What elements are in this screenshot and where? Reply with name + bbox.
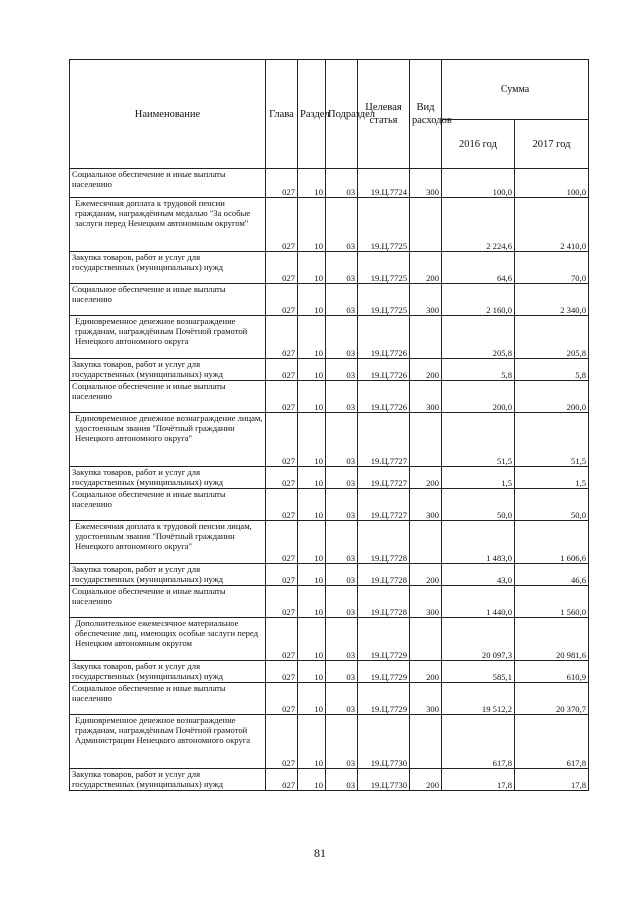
cell-y2017: 1 560,0 [515, 586, 589, 618]
header-2016: 2016 год [442, 120, 515, 169]
header-summa: Сумма [442, 60, 589, 120]
cell-podrazdel: 03 [326, 489, 358, 521]
cell-statya: 19.Ц.7727 [358, 489, 410, 521]
cell-y2016: 20 097,3 [442, 618, 515, 661]
cell-name: Единовременное денежное вознаграждение гражданам, награждённым Почётной грамотой Ненецкого автономного округа [70, 316, 266, 359]
cell-name: Ежемесячная доплата к трудовой пенсии гражданам, награждённым медалью "За особые заслуги перед Ненецким автономным округом" [70, 198, 266, 252]
cell-y2017: 2 340,0 [515, 284, 589, 316]
cell-podrazdel: 03 [326, 586, 358, 618]
cell-razdel: 10 [298, 564, 326, 586]
table-body [70, 169, 589, 791]
cell-glava: 027 [266, 316, 298, 359]
cell-y2017: 1,5 [515, 467, 589, 489]
cell-podrazdel: 03 [326, 413, 358, 467]
cell-statya: 19.Ц.7729 [358, 661, 410, 683]
cell-statya: 19.Ц.7725 [358, 284, 410, 316]
page-number: 81 [314, 846, 326, 860]
table-row [70, 169, 589, 198]
cell-podrazdel: 03 [326, 467, 358, 489]
cell-name: Закупка товаров, работ и услуг для государственных (муниципальных) нужд [70, 467, 266, 489]
cell-y2016: 17,8 [442, 769, 515, 791]
cell-y2017: 20 370,7 [515, 683, 589, 715]
cell-name: Закупка товаров, работ и услуг для государственных (муниципальных) нужд [70, 359, 266, 381]
cell-y2016: 2 160,0 [442, 284, 515, 316]
cell-y2017: 205,8 [515, 316, 589, 359]
cell-razdel: 10 [298, 683, 326, 715]
cell-razdel: 10 [298, 467, 326, 489]
cell-name: Социальное обеспечение и иные выплаты населению [70, 284, 266, 316]
cell-glava: 027 [266, 661, 298, 683]
cell-y2017: 50,0 [515, 489, 589, 521]
cell-glava: 027 [266, 683, 298, 715]
cell-y2017: 46,6 [515, 564, 589, 586]
cell-vid: 200 [410, 359, 442, 381]
cell-glava: 027 [266, 769, 298, 791]
table-row [70, 198, 589, 252]
cell-statya: 19.Ц.7726 [358, 316, 410, 359]
header-podrazdel: Подраздел [326, 60, 358, 169]
cell-razdel: 10 [298, 284, 326, 316]
cell-podrazdel: 03 [326, 661, 358, 683]
cell-name: Социальное обеспечение и иные выплаты населению [70, 683, 266, 715]
cell-statya: 19.Ц.7729 [358, 683, 410, 715]
cell-y2016: 200,0 [442, 381, 515, 413]
header-statya: Целевая статья [358, 60, 410, 169]
cell-glava: 027 [266, 564, 298, 586]
table-row [70, 715, 589, 769]
cell-razdel: 10 [298, 586, 326, 618]
cell-podrazdel: 03 [326, 316, 358, 359]
cell-glava: 027 [266, 489, 298, 521]
cell-statya: 19.Ц.7727 [358, 413, 410, 467]
table-row [70, 564, 589, 586]
cell-y2016: 5,8 [442, 359, 515, 381]
cell-podrazdel: 03 [326, 169, 358, 198]
cell-statya: 19.Ц.7726 [358, 359, 410, 381]
cell-name: Социальное обеспечение и иные выплаты населению [70, 169, 266, 198]
cell-glava: 027 [266, 284, 298, 316]
header-glava: Глава [266, 60, 298, 169]
cell-statya: 19.Ц.7728 [358, 564, 410, 586]
cell-y2017: 70,0 [515, 252, 589, 284]
cell-vid: 200 [410, 564, 442, 586]
cell-name: Ежемесячная доплата к трудовой пенсии лицам, удостоенным звания "Почётный гражданин Ненецкого автономного округа" [70, 521, 266, 564]
cell-glava: 027 [266, 715, 298, 769]
header-name: Наименование [70, 60, 266, 169]
cell-glava: 027 [266, 198, 298, 252]
cell-vid: 200 [410, 467, 442, 489]
cell-name: Закупка товаров, работ и услуг для государственных (муниципальных) нужд [70, 661, 266, 683]
cell-statya: 19.Ц.7725 [358, 252, 410, 284]
table-row [70, 586, 589, 618]
cell-y2017: 200,0 [515, 381, 589, 413]
cell-podrazdel: 03 [326, 284, 358, 316]
cell-vid [410, 715, 442, 769]
cell-statya: 19.Ц.7730 [358, 715, 410, 769]
cell-y2016: 50,0 [442, 489, 515, 521]
cell-y2017: 1 606,6 [515, 521, 589, 564]
cell-y2017: 20 981,6 [515, 618, 589, 661]
cell-y2017: 2 410,0 [515, 198, 589, 252]
header-razdel: Раздел [298, 60, 326, 169]
cell-glava: 027 [266, 586, 298, 618]
header-2017: 2017 год [515, 120, 589, 169]
cell-statya: 19.Ц.7729 [358, 618, 410, 661]
cell-podrazdel: 03 [326, 618, 358, 661]
cell-vid: 300 [410, 489, 442, 521]
cell-razdel: 10 [298, 381, 326, 413]
cell-y2016: 64,6 [442, 252, 515, 284]
cell-vid [410, 198, 442, 252]
cell-glava: 027 [266, 169, 298, 198]
cell-podrazdel: 03 [326, 521, 358, 564]
cell-razdel: 10 [298, 769, 326, 791]
cell-y2016: 43,0 [442, 564, 515, 586]
cell-glava: 027 [266, 521, 298, 564]
cell-vid: 300 [410, 381, 442, 413]
cell-y2016: 205,8 [442, 316, 515, 359]
cell-razdel: 10 [298, 359, 326, 381]
cell-glava: 027 [266, 359, 298, 381]
table-row [70, 316, 589, 359]
cell-razdel: 10 [298, 521, 326, 564]
table-row [70, 359, 589, 381]
cell-glava: 027 [266, 618, 298, 661]
cell-name: Закупка товаров, работ и услуг для государственных (муниципальных) нужд [70, 252, 266, 284]
cell-vid: 300 [410, 586, 442, 618]
header-vid: Вид расходов [410, 60, 442, 169]
table-row [70, 661, 589, 683]
cell-podrazdel: 03 [326, 198, 358, 252]
cell-podrazdel: 03 [326, 769, 358, 791]
cell-y2017: 5,8 [515, 359, 589, 381]
cell-y2016: 100,0 [442, 169, 515, 198]
cell-y2016: 51,5 [442, 413, 515, 467]
cell-vid [410, 413, 442, 467]
cell-statya: 19.Ц.7728 [358, 521, 410, 564]
table-row [70, 284, 589, 316]
cell-name: Закупка товаров, работ и услуг для государственных (муниципальных) нужд [70, 769, 266, 791]
cell-y2017: 51,5 [515, 413, 589, 467]
cell-podrazdel: 03 [326, 252, 358, 284]
table-row [70, 683, 589, 715]
cell-y2016: 2 224,6 [442, 198, 515, 252]
table-row [70, 521, 589, 564]
cell-vid: 200 [410, 252, 442, 284]
cell-podrazdel: 03 [326, 359, 358, 381]
cell-y2017: 17,8 [515, 769, 589, 791]
table-row [70, 252, 589, 284]
budget-table [69, 59, 589, 791]
table-row [70, 467, 589, 489]
cell-y2017: 610,9 [515, 661, 589, 683]
cell-statya: 19.Ц.7727 [358, 467, 410, 489]
cell-podrazdel: 03 [326, 683, 358, 715]
cell-y2016: 585,1 [442, 661, 515, 683]
cell-vid: 300 [410, 683, 442, 715]
table-row [70, 381, 589, 413]
cell-razdel: 10 [298, 413, 326, 467]
cell-razdel: 10 [298, 198, 326, 252]
cell-y2016: 19 512,2 [442, 683, 515, 715]
cell-statya: 19.Ц.7725 [358, 198, 410, 252]
cell-razdel: 10 [298, 618, 326, 661]
cell-vid [410, 521, 442, 564]
cell-statya: 19.Ц.7724 [358, 169, 410, 198]
cell-glava: 027 [266, 252, 298, 284]
cell-statya: 19.Ц.7730 [358, 769, 410, 791]
table-row [70, 769, 589, 791]
cell-name: Социальное обеспечение и иные выплаты населению [70, 381, 266, 413]
cell-glava: 027 [266, 467, 298, 489]
cell-name: Единовременное денежное вознаграждение лицам, удостоенным звания "Почётный гражданин Ненецкого автономного округа" [70, 413, 266, 467]
cell-y2016: 1,5 [442, 467, 515, 489]
cell-razdel: 10 [298, 252, 326, 284]
cell-vid: 200 [410, 661, 442, 683]
cell-podrazdel: 03 [326, 715, 358, 769]
cell-y2017: 617,8 [515, 715, 589, 769]
cell-name: Дополнительное ежемесячное материальное обеспечение лиц, имеющих особые заслуги перед Ненецким автономным округом [70, 618, 266, 661]
cell-y2017: 100,0 [515, 169, 589, 198]
cell-razdel: 10 [298, 489, 326, 521]
cell-razdel: 10 [298, 715, 326, 769]
cell-y2016: 1 440,0 [442, 586, 515, 618]
cell-razdel: 10 [298, 661, 326, 683]
cell-razdel: 10 [298, 316, 326, 359]
cell-statya: 19.Ц.7728 [358, 586, 410, 618]
cell-vid: 200 [410, 769, 442, 791]
cell-razdel: 10 [298, 169, 326, 198]
cell-y2016: 617,8 [442, 715, 515, 769]
table-row [70, 413, 589, 467]
cell-y2016: 1 483,0 [442, 521, 515, 564]
cell-vid [410, 618, 442, 661]
table-row [70, 618, 589, 661]
cell-statya: 19.Ц.7726 [358, 381, 410, 413]
cell-name: Социальное обеспечение и иные выплаты населению [70, 489, 266, 521]
cell-podrazdel: 03 [326, 564, 358, 586]
table-row [70, 489, 589, 521]
cell-glava: 027 [266, 381, 298, 413]
cell-name: Единовременное денежное вознаграждение гражданам, награждённым Почётной грамотой Администрации Ненецкого автономного округа [70, 715, 266, 769]
cell-glava: 027 [266, 413, 298, 467]
cell-podrazdel: 03 [326, 381, 358, 413]
cell-vid: 300 [410, 169, 442, 198]
cell-vid: 300 [410, 284, 442, 316]
cell-vid [410, 316, 442, 359]
cell-name: Закупка товаров, работ и услуг для государственных (муниципальных) нужд [70, 564, 266, 586]
cell-name: Социальное обеспечение и иные выплаты населению [70, 586, 266, 618]
